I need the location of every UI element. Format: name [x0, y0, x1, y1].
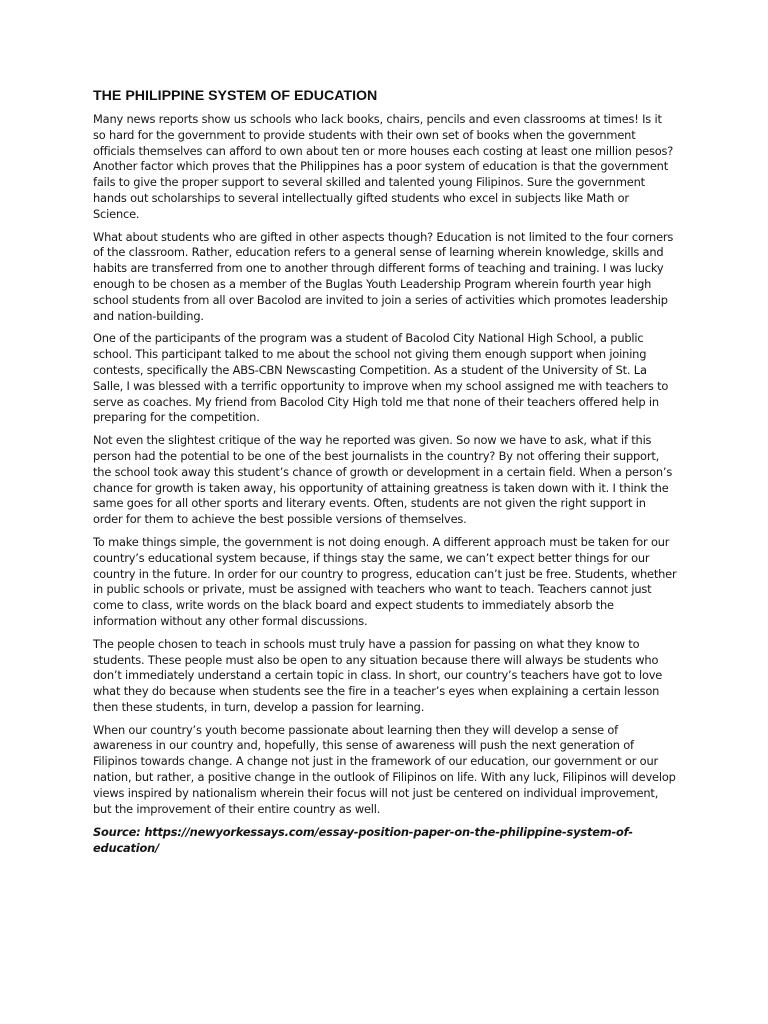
paragraph-6: The people chosen to teach in schools must truly have a passion for passing on what they know to students. These people must also be open to any situation because there will always be students who don’t immediately understand a certain topic in class. In short, our country’s teachers have got to love what they do because when students see the fire in a teacher’s eyes when explaining a certain lesson then these students, in turn, develop a passion for learning. [93, 636, 663, 714]
document-title: THE PHILIPPINE SYSTEM OF EDUCATION [93, 88, 378, 104]
paragraph-3: One of the participants of the program was a student of Bacolod City National High School, a public school. This participant talked to me about the school not giving them enough support when joining contests, specifically the ABS-CBN Newscasting Competition. As a student of the University of St. La Salle, I was blessed with a terrific opportunity to improve when my school assigned me with teachers to serve as coaches. My friend from Bacolod City High told me that none of their teachers offered help in preparing for the competition. [93, 331, 669, 425]
paragraph-5: To make things simple, the government is not doing enough. A different approach must be taken for our country’s educational system because, if things stay the same, we can’t expect better things for our country in the future. In order for our country to progress, education can’t just be free. Students, whether in public schools or private, must be assigned with teachers who want to teach. Teachers cannot just come to class, write words on the black board and expect students to immediately absorb the information without any other formal discussions. [93, 534, 677, 628]
document-page [93, 86, 677, 856]
source-citation: Source: https://newyorkessays.com/essay-position-paper-on-the-philippine-system-of-education/ [93, 825, 633, 856]
paragraph-2: What about students who are gifted in other aspects though? Education is not limited to the four corners of the classroom. Rather, education refers to a general sense of learning wherein knowledge, skills and habits are transferred from one to another through different forms of teaching and training. I was lucky enough to be chosen as a member of the Buglas Youth Leadership Program wherein fourth year high school students from all over Bacolod are invited to join a series of activities which promotes leadership and nation-building. [93, 229, 674, 323]
paragraph-7: When our country’s youth become passionate about learning then they will develop a sense of awareness in our country and, hopefully, this sense of awareness will push the next generation of Filipinos towards change. A change not just in the framework of our education, our government or our nation, but rather, a positive change in the outlook of Filipinos on life. With any luck, Filipinos will develop views inspired by nationalism wherein their focus will not just be centered on individual improvement, but the improvement of their entire country as well. [93, 722, 676, 816]
paragraph-1: Many news reports show us schools who lack books, chairs, pencils and even classrooms at times! Is it so hard for the government to provide students with their own set of books when the government officials themselves can afford to own about ten or more houses each costing at least one million pesos? Another factor which proves that the Philippines has a poor system of education is that the government fails to give the proper support to several skilled and talented young Filipinos. Sure the government hands out scholarships to several intellectually gifted students who excel in subjects like Math or Science. [93, 112, 674, 221]
paragraph-4: Not even the slightest critique of the way he reported was given. So now we have to ask, what if this person had the potential to be one of the best journalists in the country? By not offering their support, the school took away this student’s chance of growth or development in a certain field. When a person’s chance for growth is taken away, his opportunity of attaining greatness is taken down with it. I think the same goes for all other sports and literary events. Often, students are not given the right support in order for them to achieve the best possible versions of themselves. [93, 433, 673, 527]
